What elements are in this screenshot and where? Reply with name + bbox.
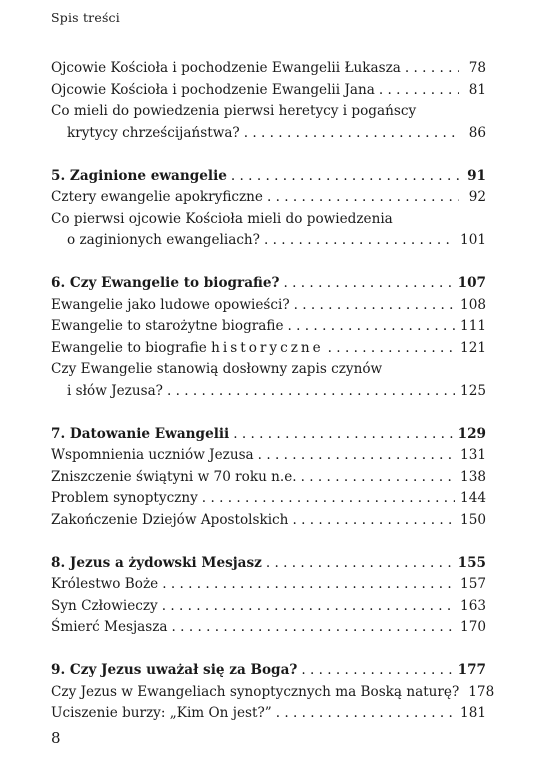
toc-entry-page: 121 xyxy=(460,339,486,356)
toc-entry-title: Zakończenie Dziejów Apostolskich xyxy=(51,511,289,528)
toc-entry-page: 78 xyxy=(468,60,486,76)
toc-entry-title: Ewangelie jako ludowe opowieści? xyxy=(51,296,290,313)
toc-entry[interactable] xyxy=(51,510,486,532)
toc-chapter-heading[interactable] xyxy=(51,424,486,446)
toc-chapter-title: 8. Jezus a żydowski Mesjasz xyxy=(51,554,262,571)
toc-entry-page: 144 xyxy=(460,490,486,506)
leader-dots xyxy=(292,510,455,532)
toc-entry-page: 170 xyxy=(460,619,486,635)
toc-entry-page: 125 xyxy=(460,382,486,399)
toc-entry-title-line1: Czy Ewangelie stanowią dosłowny zapis czynów xyxy=(51,361,383,377)
toc-entry-page: 92 xyxy=(468,189,486,205)
toc-entry-page: 131 xyxy=(460,447,486,463)
toc-chapter-heading[interactable] xyxy=(51,166,486,188)
toc-entry-page: 101 xyxy=(460,232,486,248)
toc-entry-title: Czy Jezus w Ewangeliach synoptycznych ma Boską naturę? xyxy=(51,683,460,700)
toc-entry-title-part: Ewangelie to biografie xyxy=(51,339,212,356)
leader-dots xyxy=(266,553,453,575)
leader-dots xyxy=(284,273,453,295)
toc-entry-title: o zaginionych ewangeliach? xyxy=(67,232,260,248)
toc-entry[interactable] xyxy=(51,617,486,639)
toc-entry-title: Uciszenie burzy: „Kim On jest?” xyxy=(51,705,272,721)
leader-dots xyxy=(288,316,456,338)
toc-entry-title-line1: Co pierwsi ojcowie Kościoła mieli do powiedzenia xyxy=(51,210,393,227)
toc-entry[interactable] xyxy=(51,187,486,209)
toc-entry[interactable] xyxy=(51,596,486,618)
toc-entry-page: 178 xyxy=(468,683,495,700)
toc-chapter-8 xyxy=(51,553,486,639)
leader-dots xyxy=(172,617,456,639)
leader-dots xyxy=(162,596,455,618)
toc-entry-title: Ojcowie Kościoła i pochodzenie Ewangelii Jana xyxy=(51,81,375,98)
leader-dots xyxy=(405,58,459,80)
toc-entry-page: 150 xyxy=(460,511,486,528)
toc-entry-title: Zniszczenie świątyni w 70 roku n.e. xyxy=(51,468,297,485)
running-head: Spis treści xyxy=(51,10,120,25)
toc-entry-title: Śmierć Mesjasza xyxy=(51,619,168,635)
leader-dots xyxy=(264,230,455,252)
toc-entry-page: 163 xyxy=(460,597,486,614)
toc-chapter-title: 6. Czy Ewangelie to biografie? xyxy=(51,275,280,291)
toc-entry-page: 81 xyxy=(468,81,486,98)
leader-dots xyxy=(294,295,455,317)
leader-dots xyxy=(276,703,455,725)
toc-entry[interactable] xyxy=(51,338,486,360)
toc-chapter-title: 7. Datowanie Ewangelii xyxy=(51,425,230,442)
toc-entry[interactable] xyxy=(51,230,486,252)
toc-chapter-heading[interactable] xyxy=(51,273,486,295)
toc-chapter-page: 107 xyxy=(457,275,486,291)
toc-chapter-page: 91 xyxy=(467,167,486,184)
toc-entry-title: Ojcowie Kościoła i pochodzenie Ewangelii Łukasza xyxy=(51,60,401,76)
toc-chapter-heading[interactable] xyxy=(51,660,486,682)
leader-dots xyxy=(301,660,452,682)
toc-entry[interactable] xyxy=(51,574,486,596)
toc-entry[interactable] xyxy=(51,488,486,510)
toc-chapter-page: 129 xyxy=(457,425,486,442)
page-number: 8 xyxy=(51,729,61,747)
toc-entry-title: Cztery ewangelie apokryficzne xyxy=(51,189,263,205)
toc-entry-title-line1: Co mieli do powiedzenia pierwsi heretycy i pogańscy xyxy=(51,103,417,119)
toc-entry[interactable] xyxy=(51,445,486,467)
toc-chapter-heading[interactable] xyxy=(51,553,486,575)
toc-chapter-title: 9. Czy Jezus uważał się za Boga? xyxy=(51,662,298,678)
toc-entry-title: Ewangelie to starożytne biografie xyxy=(51,318,284,334)
toc-entry-title: Królestwo Boże xyxy=(51,576,159,592)
leader-dots xyxy=(328,338,455,360)
toc-entry-page: 138 xyxy=(460,468,486,485)
toc-entry[interactable] xyxy=(51,381,486,403)
toc-entry-title xyxy=(51,338,324,360)
toc-entry[interactable] xyxy=(51,316,486,338)
toc-chapter-page: 155 xyxy=(457,554,486,571)
table-of-contents xyxy=(51,58,495,746)
toc-entry-title-spaced: historyczne xyxy=(211,339,324,356)
leader-dots xyxy=(267,187,459,209)
toc-chapter-5 xyxy=(51,166,486,252)
toc-entry-page: 86 xyxy=(468,124,486,141)
toc-entry[interactable] xyxy=(51,80,486,102)
toc-entry-title: Syn Człowieczy xyxy=(51,597,158,614)
toc-entry[interactable] xyxy=(51,703,486,725)
toc-entry-page: 111 xyxy=(460,318,486,334)
toc-chapter-7 xyxy=(51,424,486,532)
toc-entry-page: 181 xyxy=(460,705,486,721)
leader-dots xyxy=(379,80,459,102)
leader-dots xyxy=(162,574,455,596)
toc-entry[interactable] xyxy=(51,123,486,145)
toc-entry[interactable] xyxy=(51,58,486,80)
toc-entry[interactable] xyxy=(51,295,486,317)
leader-dots xyxy=(167,381,455,403)
leader-dots xyxy=(244,123,459,145)
toc-entry[interactable] xyxy=(51,682,495,704)
toc-chapter-page: 177 xyxy=(457,662,486,678)
toc-entry[interactable] xyxy=(51,467,486,489)
toc-entry-title: Problem synoptyczny xyxy=(51,490,198,506)
leader-dots xyxy=(233,424,452,446)
leader-dots xyxy=(202,488,455,510)
toc-entry-title: i słów Jezusa? xyxy=(67,382,163,399)
leader-dots xyxy=(301,467,455,489)
leader-dots xyxy=(258,445,455,467)
toc-entry-title: Wspomnienia uczniów Jezusa xyxy=(51,447,254,463)
toc-entry-title: krytycy chrześcijaństwa? xyxy=(67,124,240,141)
toc-chapter-title: 5. Zaginione ewangelie xyxy=(51,167,227,184)
toc-chapter-9 xyxy=(51,660,495,725)
toc-entry-page: 157 xyxy=(460,576,486,592)
toc-chapter-6 xyxy=(51,273,486,402)
leader-dots xyxy=(231,166,459,188)
toc-entry-page: 108 xyxy=(460,296,486,313)
toc-chapter-continued xyxy=(51,58,486,144)
